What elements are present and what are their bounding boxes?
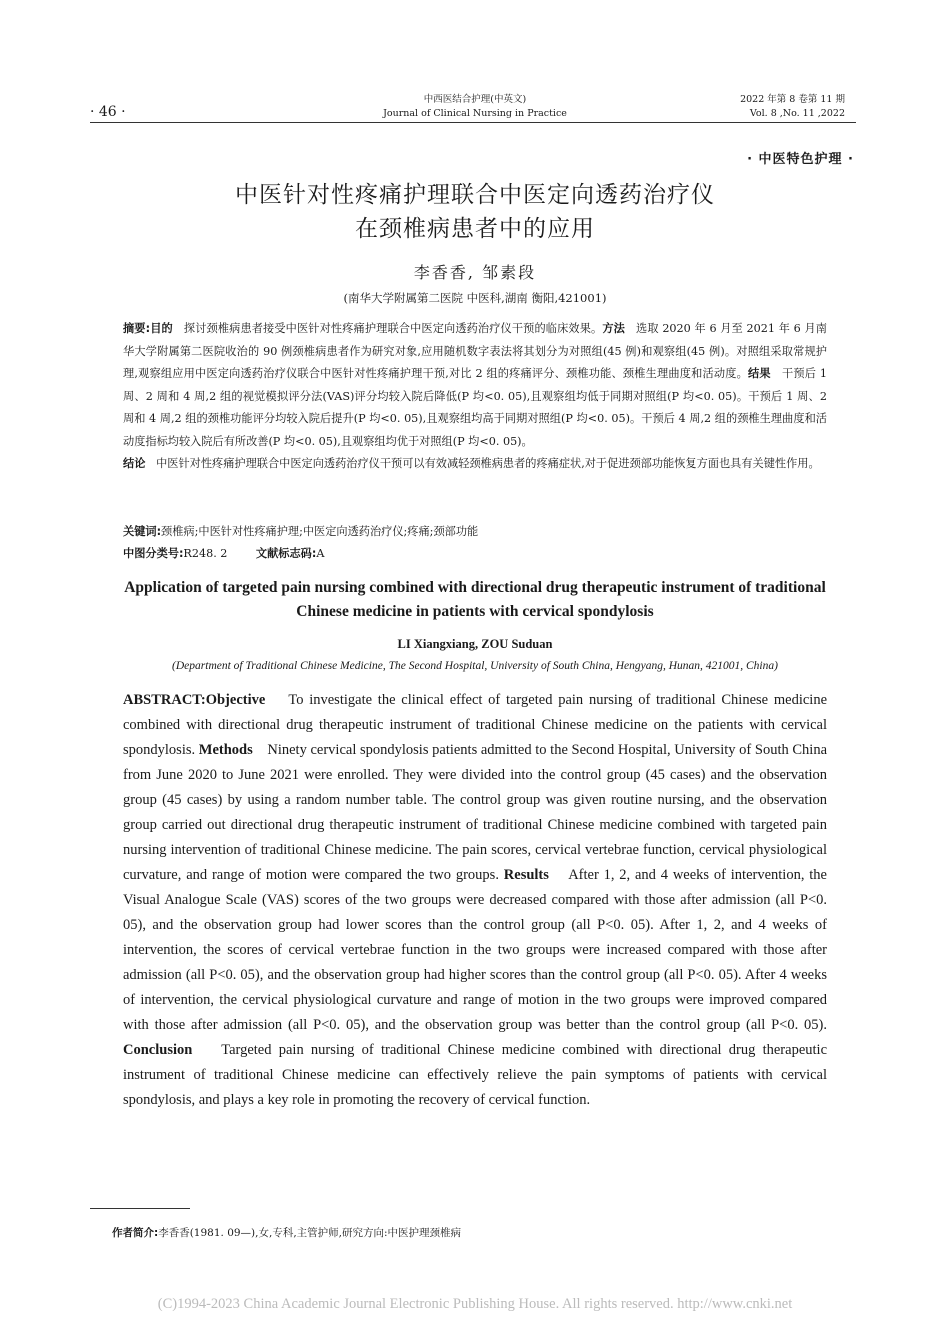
cn-objective-text: 探讨颈椎病患者接受中医针对性疼痛护理联合中医定向透药治疗仪干预的临床效果。: [183, 322, 603, 335]
en-conclusion-label: Conclusion: [123, 1042, 193, 1058]
cn-conclusion-text: 中医针对性疼痛护理联合中医定向透药治疗仪干预可以有效减轻颈椎病患者的疼痛症状,对于促进颈部功能恢复方面也具有关键性作用。: [156, 457, 820, 470]
cn-results-label: 结果: [747, 367, 771, 380]
clc-value: R248. 2: [183, 547, 228, 560]
cn-abstract-label: 摘要:: [123, 322, 151, 335]
cn-objective-label: 目的: [150, 322, 173, 335]
cn-results-text: 干预后 1 周、2 周和 4 周,2 组的视觉模拟评分法(VAS)评分均较入院后降低(P 均<0. 05),且观察组均低于同期对照组(P 均<0. 05)。干预后 1 周、2 周和 4 周,2 组的颈椎功能评分均较入院后提升(P 均<0. 05),且观察组均高于同期对照组(P 均<0. 05)。干预后 4 周,2 组的颈椎生理曲度和活动度指标均较入院后有所改善(P 均<0. 05),且观察组均优于对照组(P 均<0. 05)。: [123, 367, 827, 448]
footnote-text: 李香香(1981. 09—),女,专科,主管护师,研究方向:中医护理颈椎病: [158, 1227, 462, 1239]
cn-methods-label: 方法: [602, 322, 625, 335]
en-methods-text: Ninety cervical spondylosis patients admitted to the Second Hospital, University of South China from June 2020 to June 2021 were enrolled. They were divided into the control group (45 cases) and the observation group (45 cases) by using a random number table. The control group was given routine nursing, and the observation group carried out directional drug therapeutic instrument of traditional Chinese medicine combined with targeted pain nursing intervention of traditional Chinese medicine. The pain scores, cervical vertebrae function, cervical physiological curvature, and range of motion were compared the two groups.: [123, 742, 827, 883]
en-objective-label: Objective: [205, 692, 266, 708]
issue-cn: 2022 年第 8 卷第 11 期: [740, 94, 845, 105]
cn-affiliation: (南华大学附属第二医院 中医科,湖南 衡阳,421001): [343, 291, 607, 305]
issue-en: Vol. 8 ,No. 11 ,2022: [749, 108, 845, 119]
header-rule: [90, 122, 856, 123]
cn-title-line2: 在颈椎病患者中的应用: [355, 216, 595, 242]
column-tag: · 中医特色护理 ·: [747, 152, 854, 167]
cn-methods-text: 选取 2020 年 6 月至 2021 年 6 月南华大学附属第二医院收治的 90 例颈椎病患者作为研究对象,应用随机数字表法将其划分为对照组(45 例)和观察组(45 例)。对照组采取常规护理,观察组应用中医定向透药治疗仪联合中医针对性疼痛护理干预,对比 2 组的疼痛评分、颈椎功能、颈椎生理曲度和活动度。: [123, 322, 827, 380]
en-title: Application of targeted pain nursing combined with directional drug therapeutic instrument of traditional Chinese medicine in patients with cervical spondylosis: [124, 579, 826, 620]
en-objective-text: To investigate the clinical effect of targeted pain nursing of traditional Chinese medicine combined with directional drug therapeutic instrument of traditional Chinese medicine on the patients with cervical spondylosis.: [123, 692, 828, 758]
en-methods-label: Methods: [198, 742, 253, 758]
doc-code-label: 文献标志码:: [255, 547, 317, 560]
footnote-label: 作者简介:: [112, 1227, 159, 1239]
en-abstract-label: ABSTRACT:: [123, 692, 206, 708]
en-conclusion-text: Targeted pain nursing of traditional Chinese medicine combined with directional drug therapeutic instrument of traditional Chinese medicine can effectively relieve the pain symptoms of patients with cervical spondylosis, and plays a key role in promoting the recovery of cervical function.: [123, 1042, 828, 1108]
en-results-label: Results: [503, 867, 549, 883]
issue-info: [740, 93, 845, 121]
cn-classification: [123, 545, 827, 563]
cn-title-line1: 中医针对性疼痛护理联合中医定向透药治疗仪: [235, 182, 715, 208]
keywords-label: 关键词:: [123, 525, 162, 538]
journal-name-en: Journal of Clinical Nursing in Practice: [383, 108, 567, 119]
page-number: · 46 ·: [90, 104, 126, 120]
cn-abstract: [123, 318, 827, 476]
clc-label: 中图分类号:: [123, 547, 184, 560]
footnote-rule: [90, 1208, 190, 1209]
cn-authors: 李香香, 邹素段: [413, 263, 537, 282]
cn-conclusion-label: 结论: [123, 457, 146, 470]
copyright-watermark: (C)1994-2023 China Academic Journal Electronic Publishing House. All rights reserved. http://www.cnki.net: [157, 1296, 793, 1312]
journal-name-cn: 中西医结合护理(中英文): [423, 94, 527, 105]
en-results-text: After 1, 2, and 4 weeks of intervention, the Visual Analogue Scale (VAS) scores of the two groups were decreased compared with those after admission (all P<0. 05), and the observation group had lower scores than the control group (all P<0. 05). After 1, 2, and 4 weeks of intervention, the scores of cervical vertebrae function in the two groups were increased compared with those after admission (all P<0. 05), and the observation group had higher scores than the control group (all P<0. 05). After 4 weeks of intervention, the cervical physiological curvature and range of motion in the two groups were improved compared with those after admission (all P<0. 05), and the observation group was better than the control group (all P<0. 05).: [123, 867, 827, 1033]
author-footnote: [112, 1225, 461, 1240]
keywords-text: 颈椎病;中医针对性疼痛护理;中医定向透药治疗仪;疼痛;颈部功能: [161, 525, 479, 538]
en-affiliation: (Department of Traditional Chinese Medicine, The Second Hospital, University of South China, Hengyang, Hunan, 421001, China): [172, 660, 778, 672]
en-abstract: [123, 688, 827, 1113]
cn-title: [0, 178, 950, 246]
cn-keywords: [123, 523, 827, 541]
en-authors: LI Xiangxiang, ZOU Suduan: [397, 637, 553, 651]
doc-code-value: A: [316, 547, 325, 560]
